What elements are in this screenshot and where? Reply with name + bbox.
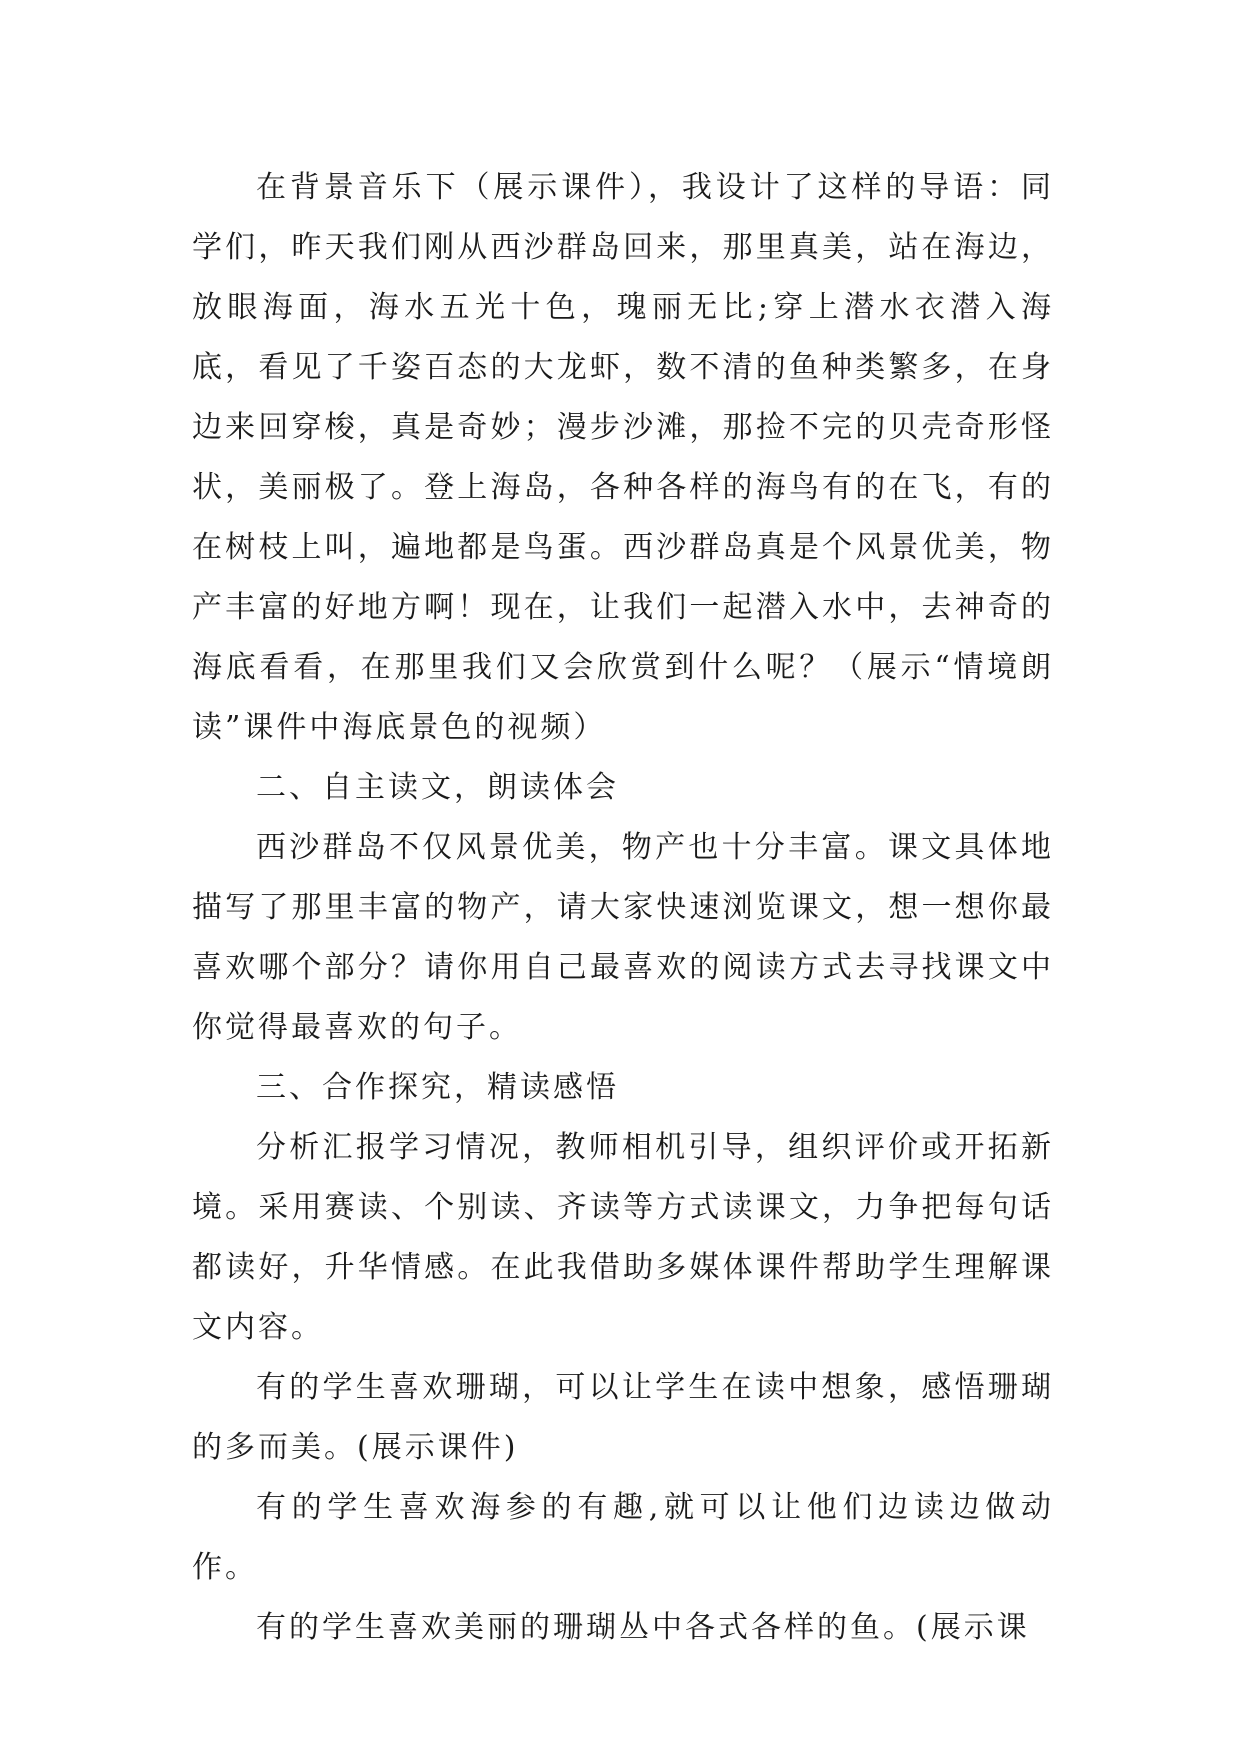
paragraph-reading: 西沙群岛不仅风景优美，物产也十分丰富。课文具体地描写了那里丰富的物产，请大家快速浏览课文，想一想你最喜欢哪个部分？请你用自己最喜欢的阅读方式去寻找课文中你觉得最喜欢的句子。 [192,830,1054,1045]
document-body [192,158,1054,1658]
paragraph-sea-cucumber: 有的学生喜欢海参的有趣,就可以让他们边读边做动作。 [192,1490,1054,1585]
paragraph-intro: 在背景音乐下（展示课件），我设计了这样的导语：同学们，昨天我们刚从西沙群岛回来，那里真美，站在海边，放眼海面，海水五光十色，瑰丽无比;穿上潜水衣潜入海底，看见了千姿百态的大龙虾，数不清的鱼种类繁多，在身边来回穿梭，真是奇妙；漫步沙滩，那捡不完的贝壳奇形怪状，美丽极了。登上海岛，各种各样的海鸟有的在飞，有的在树枝上叫，遍地都是鸟蛋。西沙群岛真是个风景优美，物产丰富的好地方啊！现在，让我们一起潜入水中，去神奇的海底看看，在那里我们又会欣赏到什么呢？（展示“情境朗读”课件中海底景色的视频） [192,170,1054,745]
section-heading-3: 三、合作探究，精读感悟 [256,1070,619,1105]
section-heading-2: 二、自主读文，朗读体会 [256,770,619,805]
paragraph-coral: 有的学生喜欢珊瑚，可以让学生在读中想象，感悟珊瑚的多而美。(展示课件) [192,1370,1054,1465]
paragraph-fish: 有的学生喜欢美丽的珊瑚丛中各式各样的鱼。(展示课 [256,1610,1030,1645]
paragraph-analysis: 分析汇报学习情况，教师相机引导，组织评价或开拓新境。采用赛读、个别读、齐读等方式读课文，力争把每句话都读好，升华情感。在此我借助多媒体课件帮助学生理解课文内容。 [192,1130,1054,1345]
